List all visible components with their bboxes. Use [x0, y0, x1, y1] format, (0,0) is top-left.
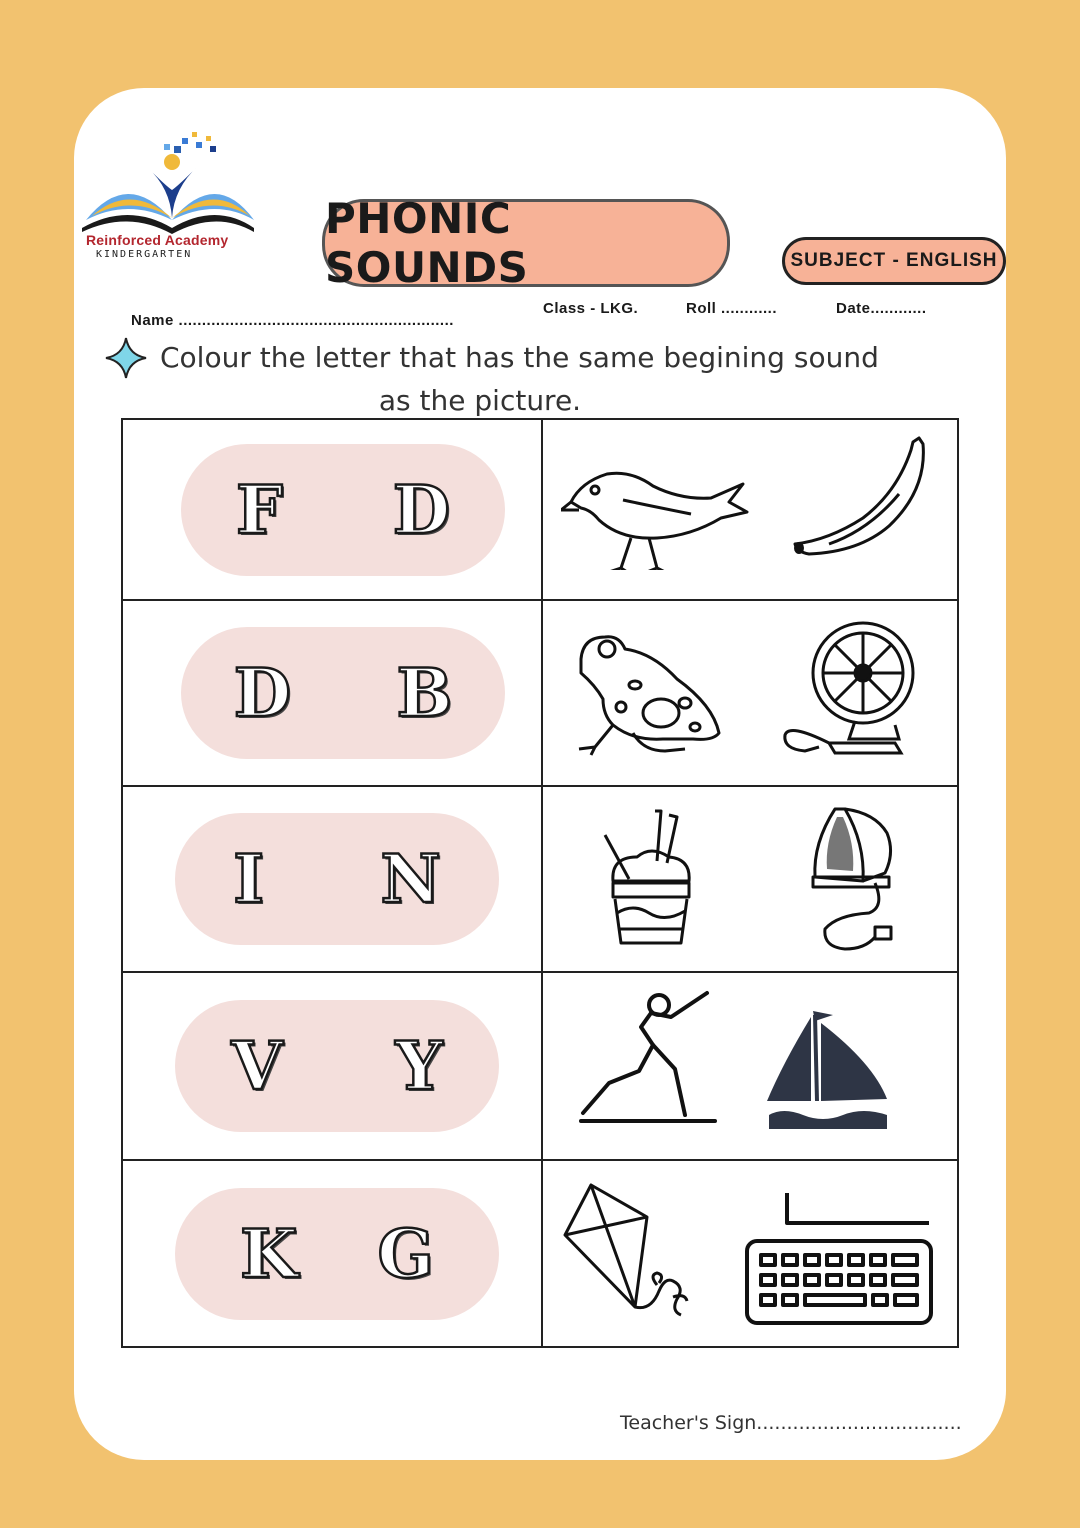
- table-row: [122, 600, 958, 786]
- pictures-cell: [542, 972, 958, 1160]
- letter-option[interactable]: K: [240, 1214, 298, 1293]
- exercise-table: [121, 418, 959, 1348]
- teacher-sign-field[interactable]: Teacher's Sign..................................: [620, 1412, 962, 1434]
- ice-cream-icon: [599, 805, 699, 951]
- letters-cell: [122, 419, 542, 600]
- letter-pill: [175, 813, 499, 945]
- letter-option[interactable]: N: [380, 840, 441, 918]
- sparkle-icon: [104, 336, 148, 380]
- bird-icon: [561, 450, 751, 570]
- logo-name: Reinforced Academy: [86, 232, 229, 248]
- kite-icon: [561, 1181, 701, 1331]
- instruction-text: [160, 336, 980, 422]
- letter-option[interactable]: Y: [395, 1027, 443, 1105]
- yoga-icon: [579, 987, 723, 1129]
- class-field: Class - LKG.: [543, 300, 639, 317]
- title-banner: [322, 194, 730, 292]
- letter-pill: [181, 444, 505, 576]
- letter-option[interactable]: D: [392, 470, 451, 549]
- pictures-cell: [542, 419, 958, 600]
- pictures-cell: [542, 600, 958, 786]
- letters-cell: [122, 1160, 542, 1347]
- page-title: PHONIC SOUNDS: [325, 194, 529, 292]
- letter-option[interactable]: G: [377, 1214, 434, 1293]
- letters-cell: [122, 786, 542, 972]
- table-row: [122, 1160, 958, 1347]
- letter-pill: [175, 1000, 499, 1132]
- letter-option[interactable]: B: [396, 654, 453, 732]
- subject-badge: [782, 237, 1006, 285]
- pictures-cell: [542, 786, 958, 972]
- roll-field[interactable]: Roll ............: [686, 300, 778, 317]
- letters-cell: [122, 972, 542, 1160]
- letter-option[interactable]: D: [233, 654, 291, 732]
- pictures-cell: [542, 1160, 958, 1347]
- iron-icon: [805, 803, 905, 953]
- name-field[interactable]: Name ...........................................................: [131, 312, 454, 329]
- instruction-line-2: as the picture.: [378, 384, 582, 417]
- letter-option[interactable]: V: [231, 1027, 283, 1105]
- letter-pill: [181, 627, 505, 759]
- letters-cell: [122, 600, 542, 786]
- table-row: [122, 972, 958, 1160]
- letter-pill: [175, 1188, 499, 1320]
- table-row: [122, 786, 958, 972]
- banana-icon: [789, 430, 929, 560]
- sailboat-icon: [763, 1003, 893, 1133]
- fan-icon: [779, 615, 915, 759]
- logo-subtitle: KINDERGARTEN: [96, 249, 193, 260]
- table-row: [122, 419, 958, 600]
- letter-option[interactable]: F: [235, 470, 283, 549]
- date-field[interactable]: Date............: [836, 300, 927, 317]
- keyboard-icon: [743, 1189, 935, 1329]
- subject-label: SUBJECT - ENGLISH: [790, 250, 998, 271]
- letter-option[interactable]: I: [233, 840, 265, 918]
- instruction-line-1: Colour the letter that has the same begining sound: [160, 341, 879, 374]
- frog-icon: [573, 629, 733, 759]
